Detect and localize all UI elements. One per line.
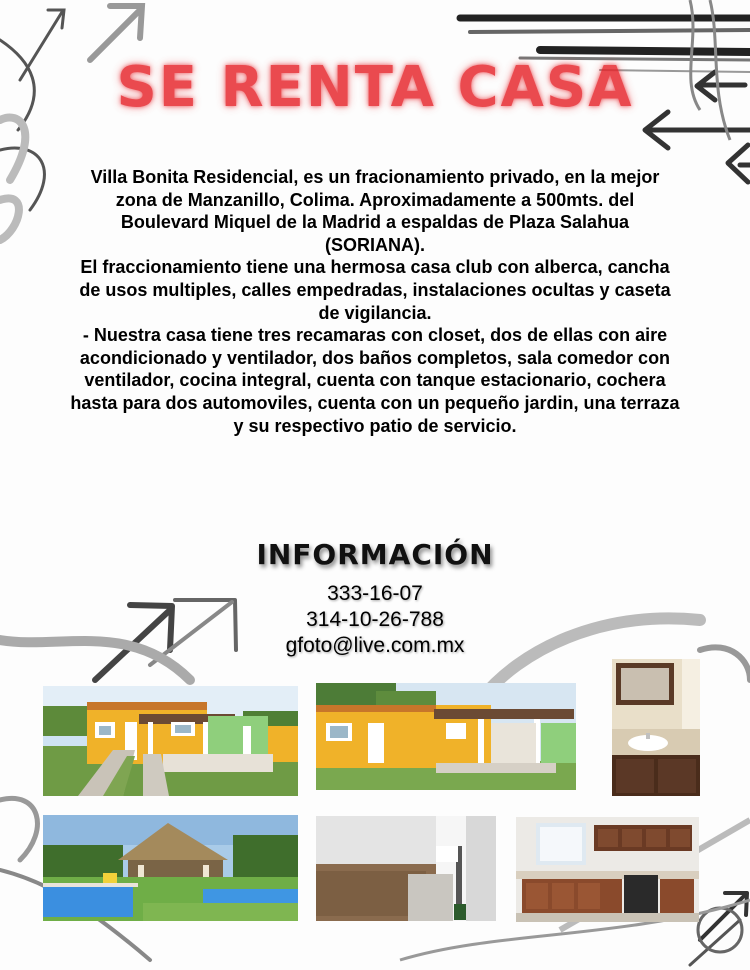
description-paragraph: El fraccionamiento tiene una hermosa casa club con alberca, cancha de usos multiples, calles empedradas, instalaciones ocultas y caseta de vigilancia. xyxy=(79,257,671,323)
phone-number: 333-16-07 xyxy=(327,582,423,605)
phone-number: 314-10-26-788 xyxy=(306,608,444,631)
property-description xyxy=(70,166,680,437)
arrow-icon xyxy=(0,118,25,241)
description-paragraph: - Nuestra casa tiene tres recamaras con closet, dos de ellas con aire acondicionado y ventilador, dos baños completos, sala comedor con ventilador, cocina integral, cuenta con tanque estacionario, cochera hasta para dos automoviles, cuenta con un pequeño jardin, una terraza y su respectivo patio de servicio. xyxy=(70,325,680,436)
description-paragraph: Villa Bonita Residencial, es un fracionamiento privado, en la mejor zona de Manzanillo, Colima. Aproximadamente a 500mts. del Boulevard Miquel de la Madrid a espaldas de Plaza Salahua (SORIANA). xyxy=(90,167,660,255)
house-side-photo xyxy=(316,683,576,790)
page-title: SE RENTA CASA xyxy=(116,55,634,120)
info-heading: INFORMACIÓN xyxy=(256,538,494,571)
clubhouse-pool-photo xyxy=(43,815,298,921)
bathroom-sink-photo xyxy=(612,659,700,796)
kitchen-photo xyxy=(516,817,699,922)
email-address[interactable]: gfoto@live.com.mx xyxy=(285,634,465,657)
house-front-photo xyxy=(43,686,298,796)
backyard-patio-photo xyxy=(316,816,496,921)
